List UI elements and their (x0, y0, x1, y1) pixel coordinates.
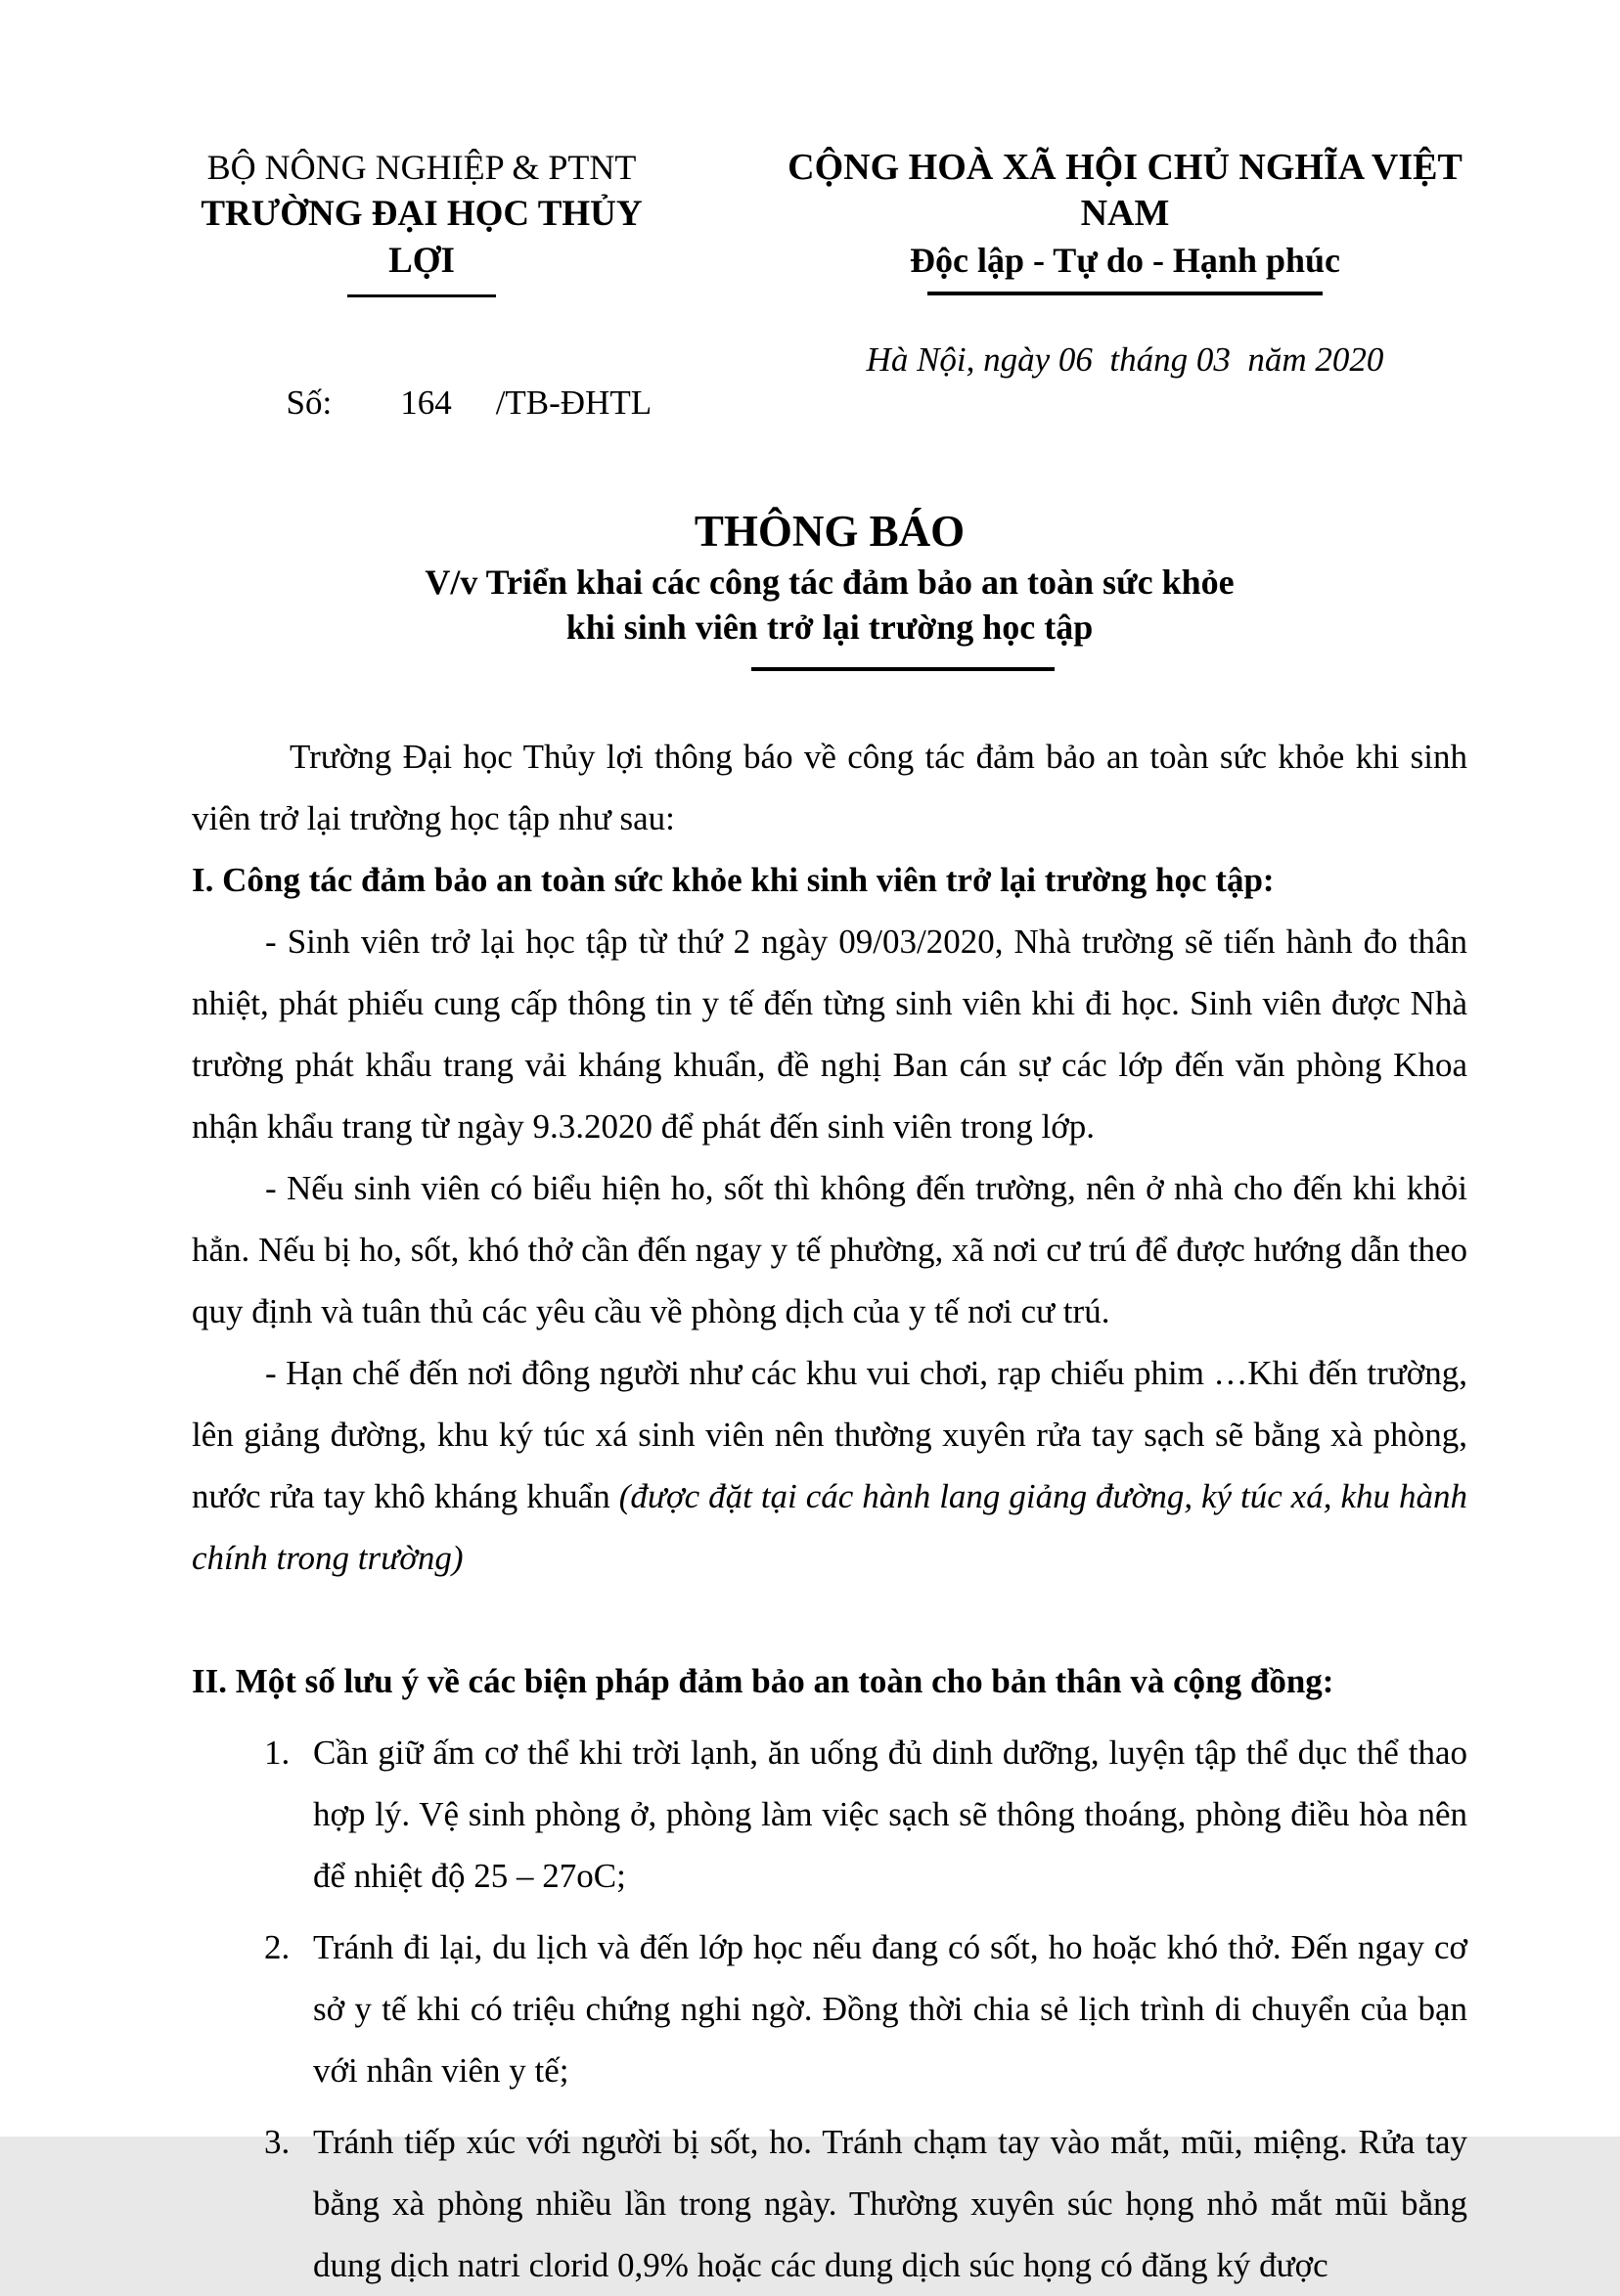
issuing-org-block (192, 145, 652, 297)
issuing-org-rule (347, 294, 496, 297)
section-1-paragraph-3-note: (được đặt tại các hành lang giảng đường, ký túc xá, khu hành chính trong trường) (192, 1477, 1467, 1577)
document-body (192, 726, 1467, 2296)
section-1-heading: I. Công tác đảm bảo an toàn sức khỏe khi sinh viên trở lại trường học tập: (192, 861, 1275, 899)
document-meta-row (192, 338, 1467, 468)
section-2-heading: II. Một số lưu ý về các biện pháp đảm bảo an toàn cho bản thân và cộng đồng: (192, 1662, 1334, 1700)
issuing-ministry: BỘ NÔNG NGHIỆP & PTNT (206, 148, 637, 187)
document-subject-line1: V/v Triển khai các công tác đảm bảo an toàn sức khỏe (425, 563, 1235, 602)
list-item-number: 2. (264, 1928, 291, 1966)
national-motto-rule (927, 292, 1323, 295)
document-title: THÔNG BÁO (694, 507, 966, 556)
list-item-number: 3. (264, 2123, 291, 2161)
list-item-text: Tránh tiếp xúc với người bị sốt, ho. Tránh chạm tay vào mắt, mũi, miệng. Rửa tay bằng xà phòng nhiều lần trong ngày. Thường xuyên súc họng nhỏ mắt mũi bằng dung dịch natri clorid 0,9% hoặc các dung dịch súc họng có đăng ký được (313, 2123, 1467, 2284)
title-block (192, 503, 1467, 671)
section-1-paragraph-2: - Nếu sinh viên có biểu hiện ho, sốt thì không đến trường, nên ở nhà cho đến khi khỏi hẳn. Nếu bị ho, sốt, khó thở cần đến ngay y tế phường, xã nơi cư trú để được hướng dẫn theo quy định và tuân thủ các yêu cầu về phòng dịch của y tế nơi cư trú. (192, 1169, 1467, 1330)
list-item (264, 1722, 1467, 1907)
section-1-paragraph-3-text: - Hạn chế đến nơi đông người như các khu vui chơi, rạp chiếu phim …Khi đến trường, lên giảng đường, khu ký túc xá sinh viên nên thường xuyên rửa tay sạch sẽ bằng xà phòng, nước rửa tay khô kháng khuẩn (192, 1354, 1467, 1515)
issuing-university: TRƯỜNG ĐẠI HỌC THỦY LỢI (201, 194, 643, 281)
national-motto: Độc lập - Tự do - Hạnh phúc (909, 241, 1341, 280)
document-number-symbol: /TB-ĐHTL (495, 383, 652, 422)
national-title: CỘNG HOÀ XÃ HỘI CHỦ NGHĨA VIỆT NAM (788, 147, 1462, 234)
list-item-text: Tránh đi lại, du lịch và đến lớp học nếu đang có sốt, ho hoặc khó thở. Đến ngay cơ sở y tế khi có triệu chứng nghi ngờ. Đồng thời chia sẻ lịch trình di chuyển của bạn với nhân viên y tế; (313, 1928, 1467, 2090)
section-1-paragraph-3 (192, 1342, 1467, 1589)
document-number-value: 164 (400, 383, 452, 422)
list-item-number: 1. (264, 1733, 291, 1772)
document-header (192, 145, 1467, 297)
list-item-text: Cần giữ ấm cơ thể khi trời lạnh, ăn uống đủ dinh dưỡng, luyện tập thể dục thể thao hợp lý. Vệ sinh phòng ở, phòng làm việc sạch sẽ thông thoáng, phòng điều hòa nên để nhiệt độ 25 – 27oC; (313, 1733, 1467, 1895)
list-item (264, 2111, 1467, 2296)
section-2-list (192, 1722, 1467, 2296)
title-rule (751, 667, 1055, 671)
section-1-paragraph-1: - Sinh viên trở lại học tập từ thứ 2 ngày 09/03/2020, Nhà trường sẽ tiến hành đo thân nhiệt, phát phiếu cung cấp thông tin y tế đến từng sinh viên khi đi học. Sinh viên được Nhà trường phát khẩu trang vải kháng khuẩn, đề nghị Ban cán sự các lớp đến văn phòng Khoa nhận khẩu trang từ ngày 9.3.2020 để phát đến sinh viên trong lớp. (192, 923, 1467, 1146)
place-and-date: Hà Nội, ngày 06 tháng 03 năm 2020 (866, 340, 1384, 379)
document-subject-line2: khi sinh viên trở lại trường học tập (565, 608, 1094, 647)
list-item (264, 1916, 1467, 2101)
national-motto-block (783, 145, 1467, 295)
intro-paragraph: Trường Đại học Thủy lợi thông báo về công tác đảm bảo an toàn sức khỏe khi sinh viên trở lại trường học tập như sau: (192, 738, 1467, 837)
document-number-label: Số: (286, 383, 333, 422)
document-number (235, 338, 652, 468)
